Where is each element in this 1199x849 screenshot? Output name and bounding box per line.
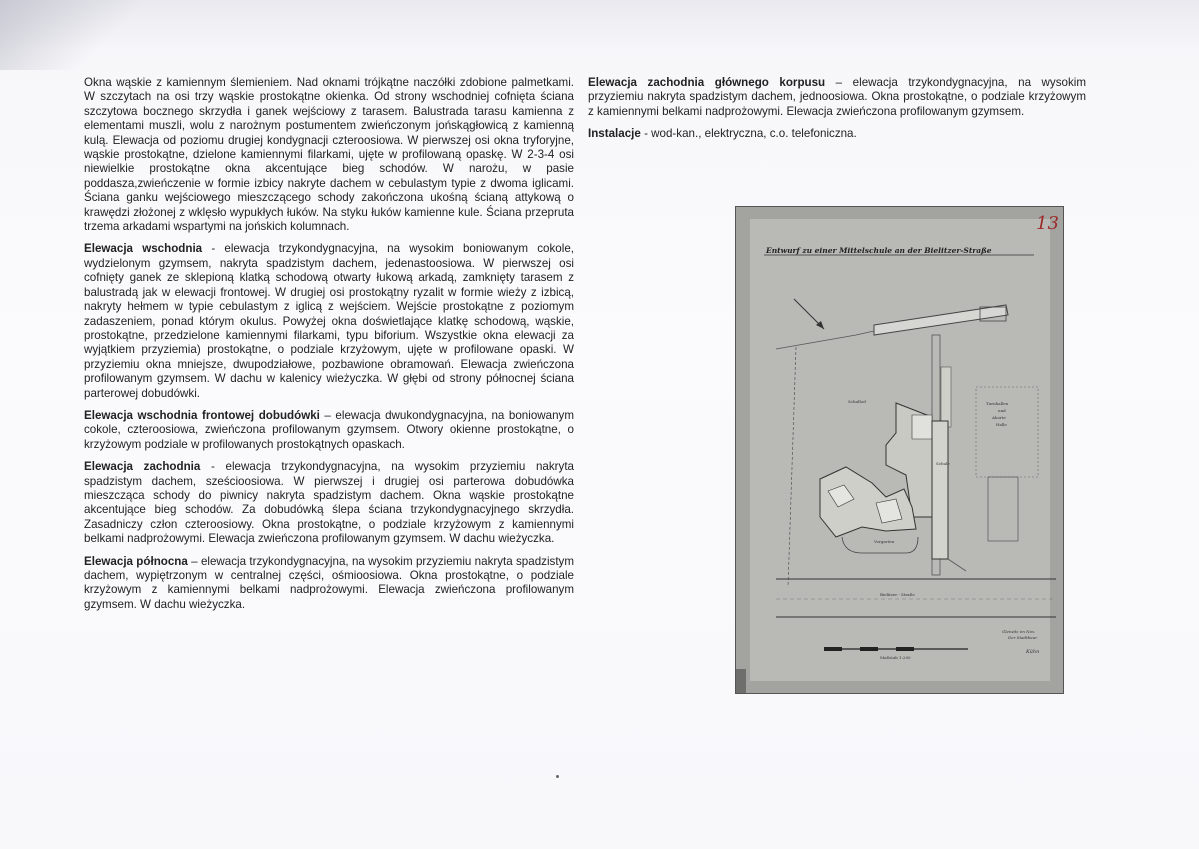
section-heading: Elewacja wschodnia frontowej dobudówki [84, 408, 320, 422]
plan-label-halls-3: Aborte [992, 415, 1006, 420]
section-heading: Elewacja północna [84, 554, 188, 568]
historic-site-plan-image [735, 206, 1064, 694]
section-text: – elewacja trzykondygnacyjna, na wysokim przyziemiu nakryta spadzistym dachem, jednoosiowa. Okna prostokątne, o podziale krzyżowym z kamiennymi belkami nadprożowymi. Elewacja zwieńczona profilowanym gzymsem. [588, 76, 1087, 118]
scan-edge-shadow [0, 0, 140, 70]
section-text: – elewacja trzykondygnacyjna, na wysokim przyziemiu nakryta spadzistym dachem, wypiętrzonym w centralnej części, ośmioosiowa. Okna prostokątne, o podziale krzyżowym z kamiennymi belkami nadprożowymi. Elewacja zwieńczona profilowanym gzymsem. W dachu wieżyczka. [84, 554, 574, 611]
left-text-column [84, 76, 574, 620]
section-text: - elewacja trzykondygnacyjna, na wysokim boniowanym cokole, wydzielonym gzymsem, nakryta spadzistym dachem, jedenastoosiowa. W pierwszej osi cofnięty ganek ze sklepioną klatką schodową otwarty łukową arkadą, zamknięty tarasem z balustradą jak w elewacji frontowej. W drugiej osi prostokątny ryzalit w formie wieży z izbicą, nakryty hełmem w typie cebulastym z iglicą z wejściem. Wejście prostokątne z poziomym zadaszeniem, ponad którym okulus. Powyżej okna doświetlające klatkę schodową, wąskie, prostokątne, przedzielone kamiennymi filarkami, typu biforium. Wszystkie okna elewacji za wyjątkiem przyziemia) prostokątne, o podziale krzyżowym, ujęte w profilowane opaski. W przyziemiu okna mniejsze, dwupodziałowe, pozbawione obramowań. Elewacja zwieńczona profilowanym gzymsem. W dachu w kalenicy wieżyczka. W głębi od strony północnej ściana parterowej dobudówki. [84, 242, 574, 400]
section-north-elevation [84, 555, 574, 613]
section-east-elevation [84, 242, 574, 400]
section-installations [588, 127, 1086, 141]
plan-label-halls-4: Halle [996, 422, 1007, 427]
section-heading: Elewacja wschodnia [84, 242, 203, 256]
plan-label-scale: Maßstab 1:200 [880, 655, 911, 660]
plan-page-number: 13 [1036, 213, 1059, 234]
plan-label-front-garden: Vorgarten [874, 539, 895, 544]
section-heading: Elewacja zachodnia [84, 460, 201, 474]
section-text: - elewacja trzykondygnacyjna, na wysokim przyziemiu nakryta spadzistym dachem, sześcioosiowa. W pierwszej i drugiej osi parterowa dobudówka mieszcząca schody do piwnicy nakryta spadzistym dachem. Okna wąskie prostokątne akcentujące bieg schodów. Za dobudówką ślepa ściana trzykondygnacyjnego skrzydła. Zasadniczy człon czteroosiowy. Okna prostokątne, o podziale krzyżowym z kamiennymi belkami nadprożowymi. Elewacja zwieńczona profilowanym gzymsem. W dachu wieżyczka. [84, 460, 574, 546]
section-heading: Elewacja zachodnia głównego korpusu [588, 76, 826, 89]
plan-label-schoolyard: Schulhof [848, 399, 866, 404]
intro-paragraph: Okna wąskie z kamiennym ślemieniem. Nad oknami trójkątne naczółki zdobione palmetkami. W szczytach na osi trzy wąskie prostokątne okienka. Od strony wschodniej cofnięta ściana szczytowa bocznego skrzydła i ganek wejściowy z tarasem. Balustrada tarasu kamienna z elementami muszli, wolu z narożnym postumentem zwieńczonym jońskągłowicą z kamienną kulą. Elewacja od poziomu drugiej kondygnacji czteroosiowa. W pierwszej osi okna tryforyjne, wąskie prostokątne, dzielone kamiennymi filarkami, ujęte w profilowaną opaskę. W 2-3-4 osi niewielkie prostokątne okna akcentujące bieg schodów. W narożu, w pasie poddasza,zwieńczenie w formie izbicy nakryte dachem w cebulastym typie z dwoma iglicami. Ściana ganku wejściowego mieszczącego schody zakończona ukośną ścianą attykową o krawędzi złożonej z wklęsło wypukłych łuków. Na styku łuków kamienne kule. Ściana przepruta trzema arkadami wspartymi na jońskich kolumnach. [84, 76, 574, 234]
section-east-annex-elevation [84, 409, 574, 452]
plan-signature: Kühn [1026, 649, 1040, 655]
section-text: - wod-kan., elektryczna, c.o. telefoniczna. [640, 127, 857, 141]
plan-label-school: Schule [936, 461, 950, 466]
site-plan-drawing [736, 207, 1063, 693]
plan-stamp-line-2: Der Stadtbaur. [1008, 635, 1038, 640]
right-text-column [588, 76, 1086, 150]
plan-label-halls-1: Turnhallen [986, 401, 1009, 406]
section-text: – elewacja dwukondygnacyjna, na boniowanym cokole, czteroosiowa, zwieńczona profilowanym gzymsem. Otwory okienne prostokątne, o krzyżowym podziale w profilowanych prostokątnych opaskach. [84, 408, 574, 451]
plan-title: Entwurf zu einer Mittelschule an der Bielitzer-Straße [766, 246, 992, 255]
scan-speck [556, 775, 559, 778]
plan-label-halls-2: und [998, 408, 1006, 413]
section-heading: Instalacje [588, 127, 641, 141]
section-west-elevation [84, 460, 574, 546]
section-west-main-body [588, 76, 1086, 119]
plan-stamp-line-1: Gleiwitz im Nov. [1002, 629, 1036, 634]
plan-label-street: Bielitzer - Straße [880, 592, 915, 597]
